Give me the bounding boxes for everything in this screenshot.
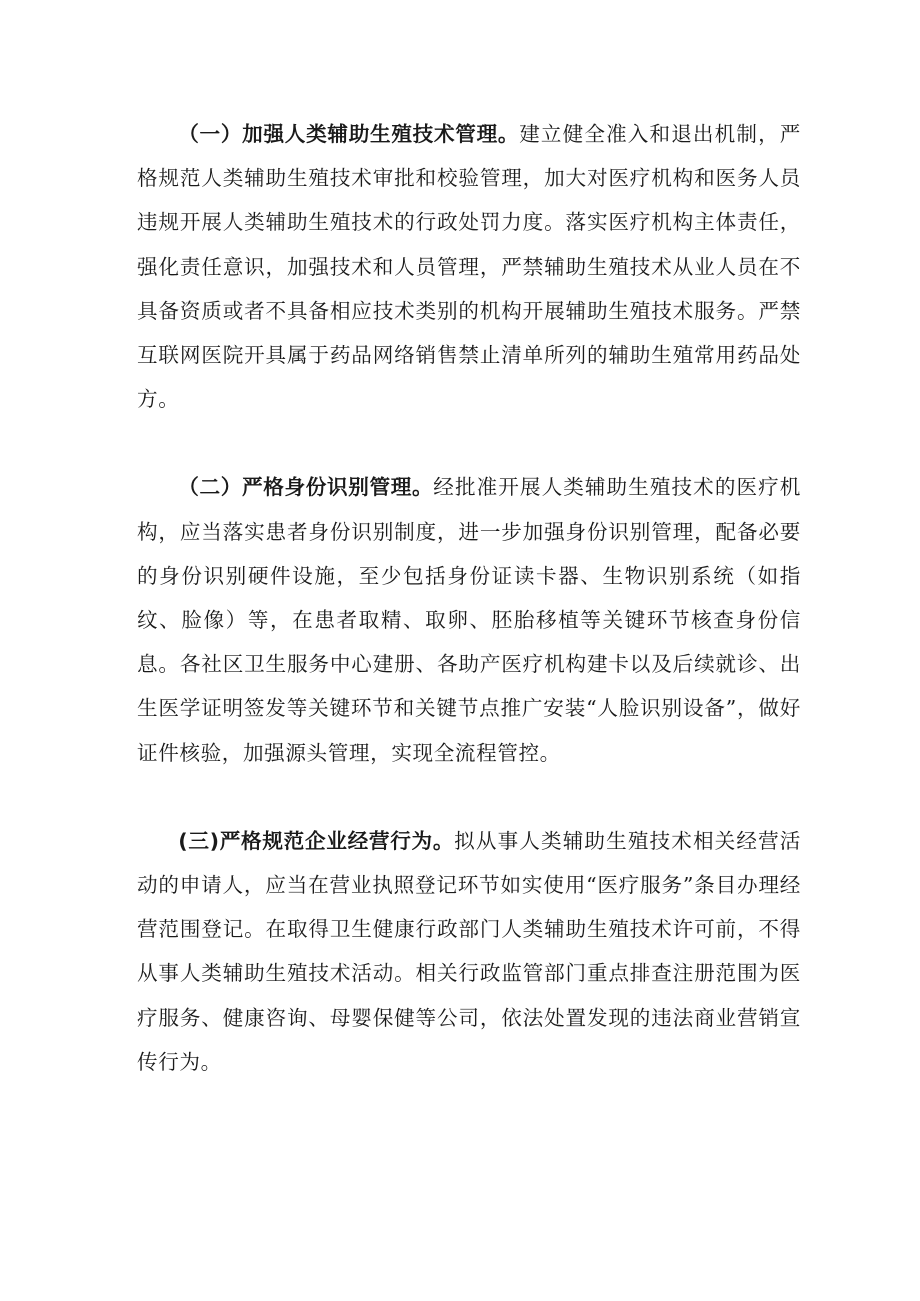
section-1-heading: （一）加强人类辅助生殖技术管理。 xyxy=(178,122,520,146)
section-2-heading: （二）严格身份识别管理。 xyxy=(178,475,434,500)
section-3 xyxy=(137,819,801,1084)
section-2-body: 经批准开展人类辅助生殖技术的医疗机构，应当落实患者身份识别制度，进一步加强身份识别管理，配备必要的身份识别硬件设施，至少包括身份证读卡器、生物识别系统（如指纹、脸像）等，在患者取精、取卵、胚胎移植等关键环节核查身份信息。各社区卫生服务中心建册、各助产医疗机构建卡以及后续就诊、出生医学证明签发等关键环节和关键节点推广安装“人脸识别设备”，做好证件核验，加强源头管理，实现全流程管控。 xyxy=(137,475,801,765)
section-3-body: 拟从事人类辅助生殖技术相关经营活动的申请人，应当在营业执照登记环节如实使用“医疗服务”条目办理经营范围登记。在取得卫生健康行政部门人类辅助生殖技术许可前，不得从事人类辅助生殖技术活动。相关行政监管部门重点排查注册范围为医疗服务、健康咨询、母婴保健等公司，依法处置发现的违法商业营销宣传行为。 xyxy=(137,828,801,1074)
section-1 xyxy=(137,112,801,421)
section-1-body: 建立健全准入和退出机制，严格规范人类辅助生殖技术审批和校验管理，加大对医疗机构和医务人员违规开展人类辅助生殖技术的行政处罚力度。落实医疗机构主体责任，强化责任意识，加强技术和人员管理，严禁辅助生殖技术从业人员在不具备资质或者不具备相应技术类别的机构开展辅助生殖技术服务。严禁互联网医院开具属于药品网络销售禁止清单所列的辅助生殖常用药品处方。 xyxy=(137,122,801,412)
document-page xyxy=(137,112,801,1084)
section-2 xyxy=(137,465,801,774)
section-3-heading: (三)严格规范企业经营行为。 xyxy=(178,828,455,853)
